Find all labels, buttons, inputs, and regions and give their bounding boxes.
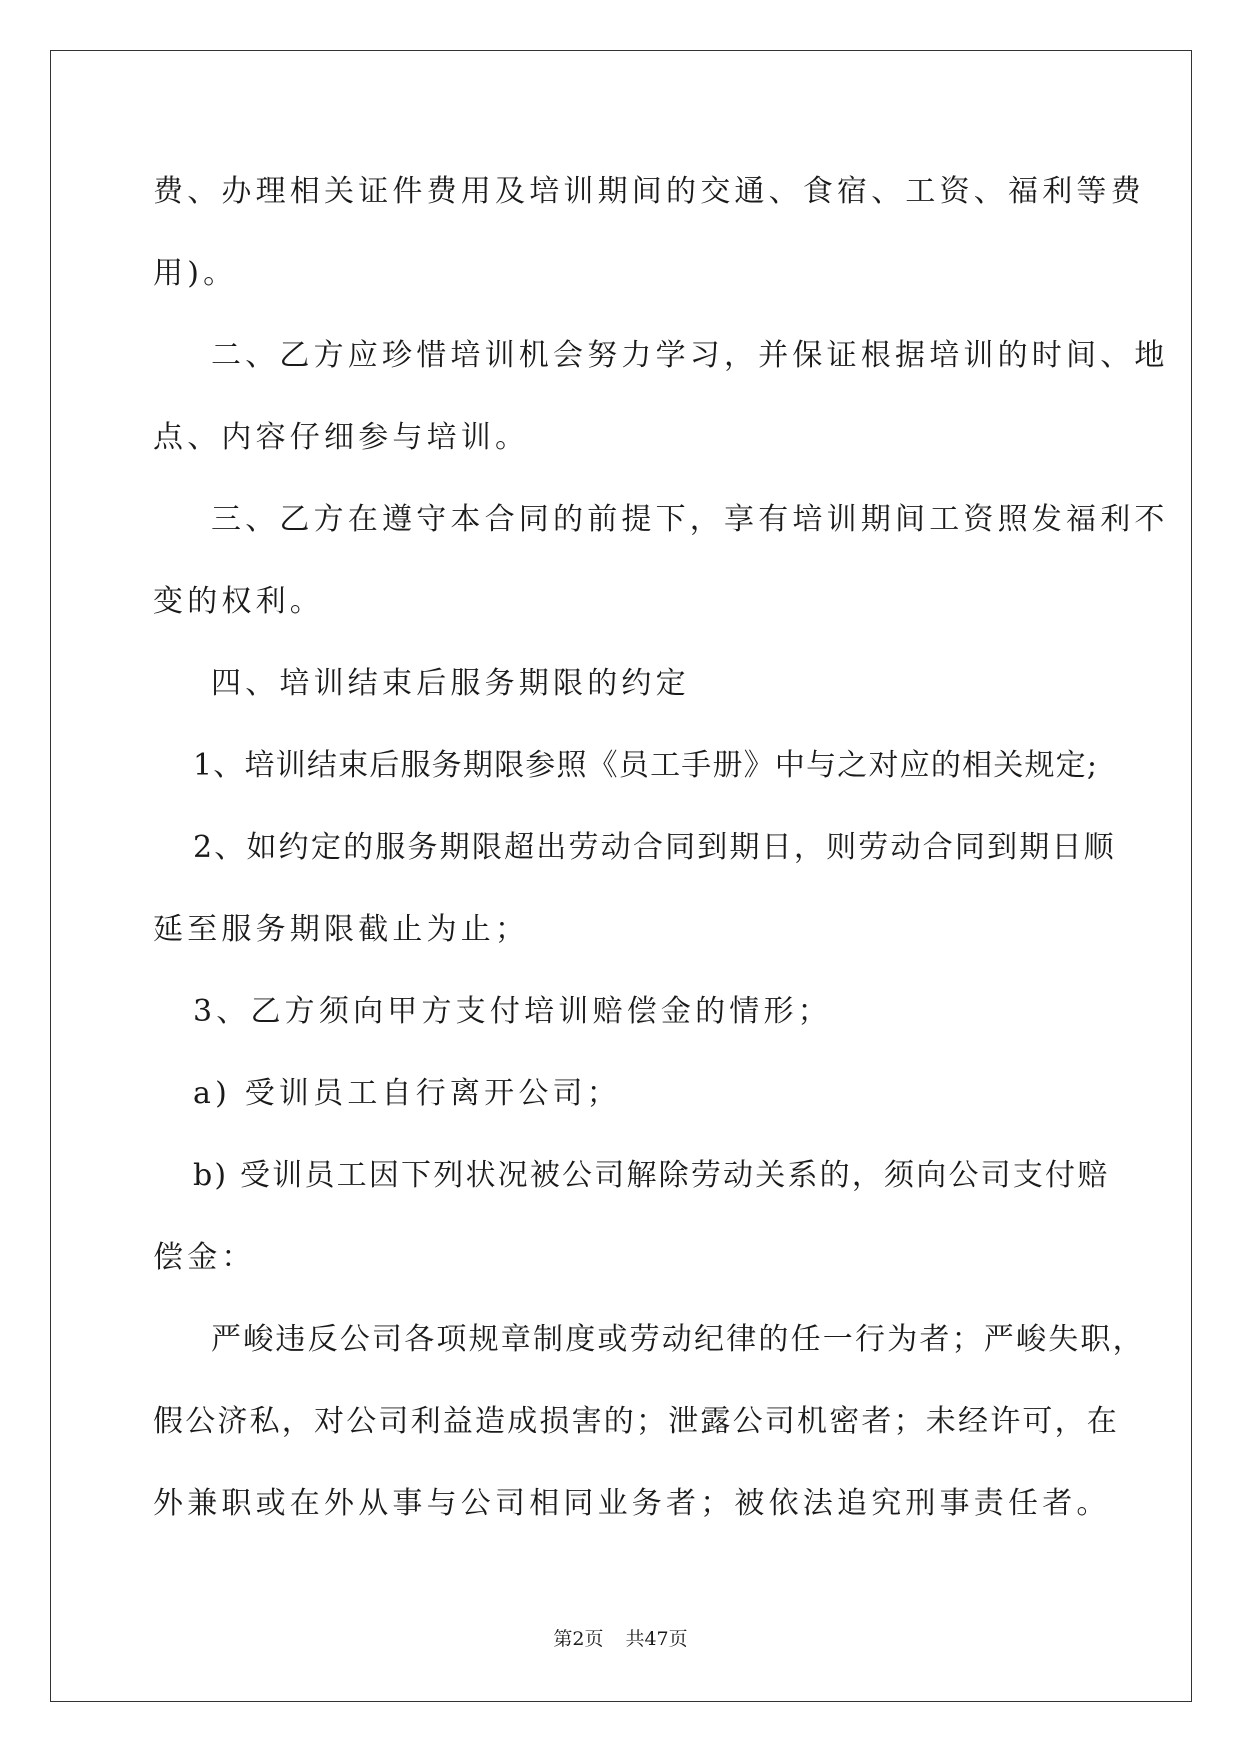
list-item: a) 受训员工自行离开公司； xyxy=(193,1076,621,1111)
document-body xyxy=(153,160,1169,1554)
page-total: 共47页 xyxy=(625,1628,688,1650)
paragraph-line: 用)。 xyxy=(153,256,238,291)
paragraph-line: 严峻违反公司各项规章制度或劳动纪律的任一行为者；严峻失职， xyxy=(211,1322,1145,1357)
page-footer xyxy=(0,1627,1241,1651)
list-item: b) 受训员工因下列状况被公司解除劳动关系的，须向公司支付赔 xyxy=(193,1158,1110,1193)
paragraph-line: 变的权利。 xyxy=(153,584,324,619)
paragraph-line: 偿金： xyxy=(153,1240,256,1275)
list-item: 2、如约定的服务期限超出劳动合同到期日，则劳动合同到期日顺 xyxy=(193,830,1116,865)
paragraph-line: 假公济私，对公司利益造成损害的；泄露公司机密者；未经许可，在 xyxy=(153,1404,1119,1439)
paragraph-line: 延至服务期限截止为止； xyxy=(153,912,530,947)
page-number: 第2页 xyxy=(553,1628,604,1650)
paragraph-line: 三、乙方在遵守本合同的前提下，享有培训期间工资照发福利不 xyxy=(211,502,1169,537)
paragraph-line: 二、乙方应珍惜培训机会努力学习，并保证根据培训的时间、地 xyxy=(211,338,1169,373)
paragraph-line: 外兼职或在外从事与公司相同业务者；被依法追究刑事责任者。 xyxy=(153,1486,1111,1521)
section-heading: 四、培训结束后服务期限的约定 xyxy=(211,666,690,701)
list-item: 1、培训结束后服务期限参照《员工手册》中与之对应的相关规定; xyxy=(193,748,1099,783)
list-item: 3、乙方须向甲方支付培训赔偿金的情形； xyxy=(193,994,832,1029)
paragraph-line: 费、办理相关证件费用及培训期间的交通、食宿、工资、福利等费 xyxy=(153,174,1145,209)
paragraph-line: 点、内容仔细参与培训。 xyxy=(153,420,530,455)
